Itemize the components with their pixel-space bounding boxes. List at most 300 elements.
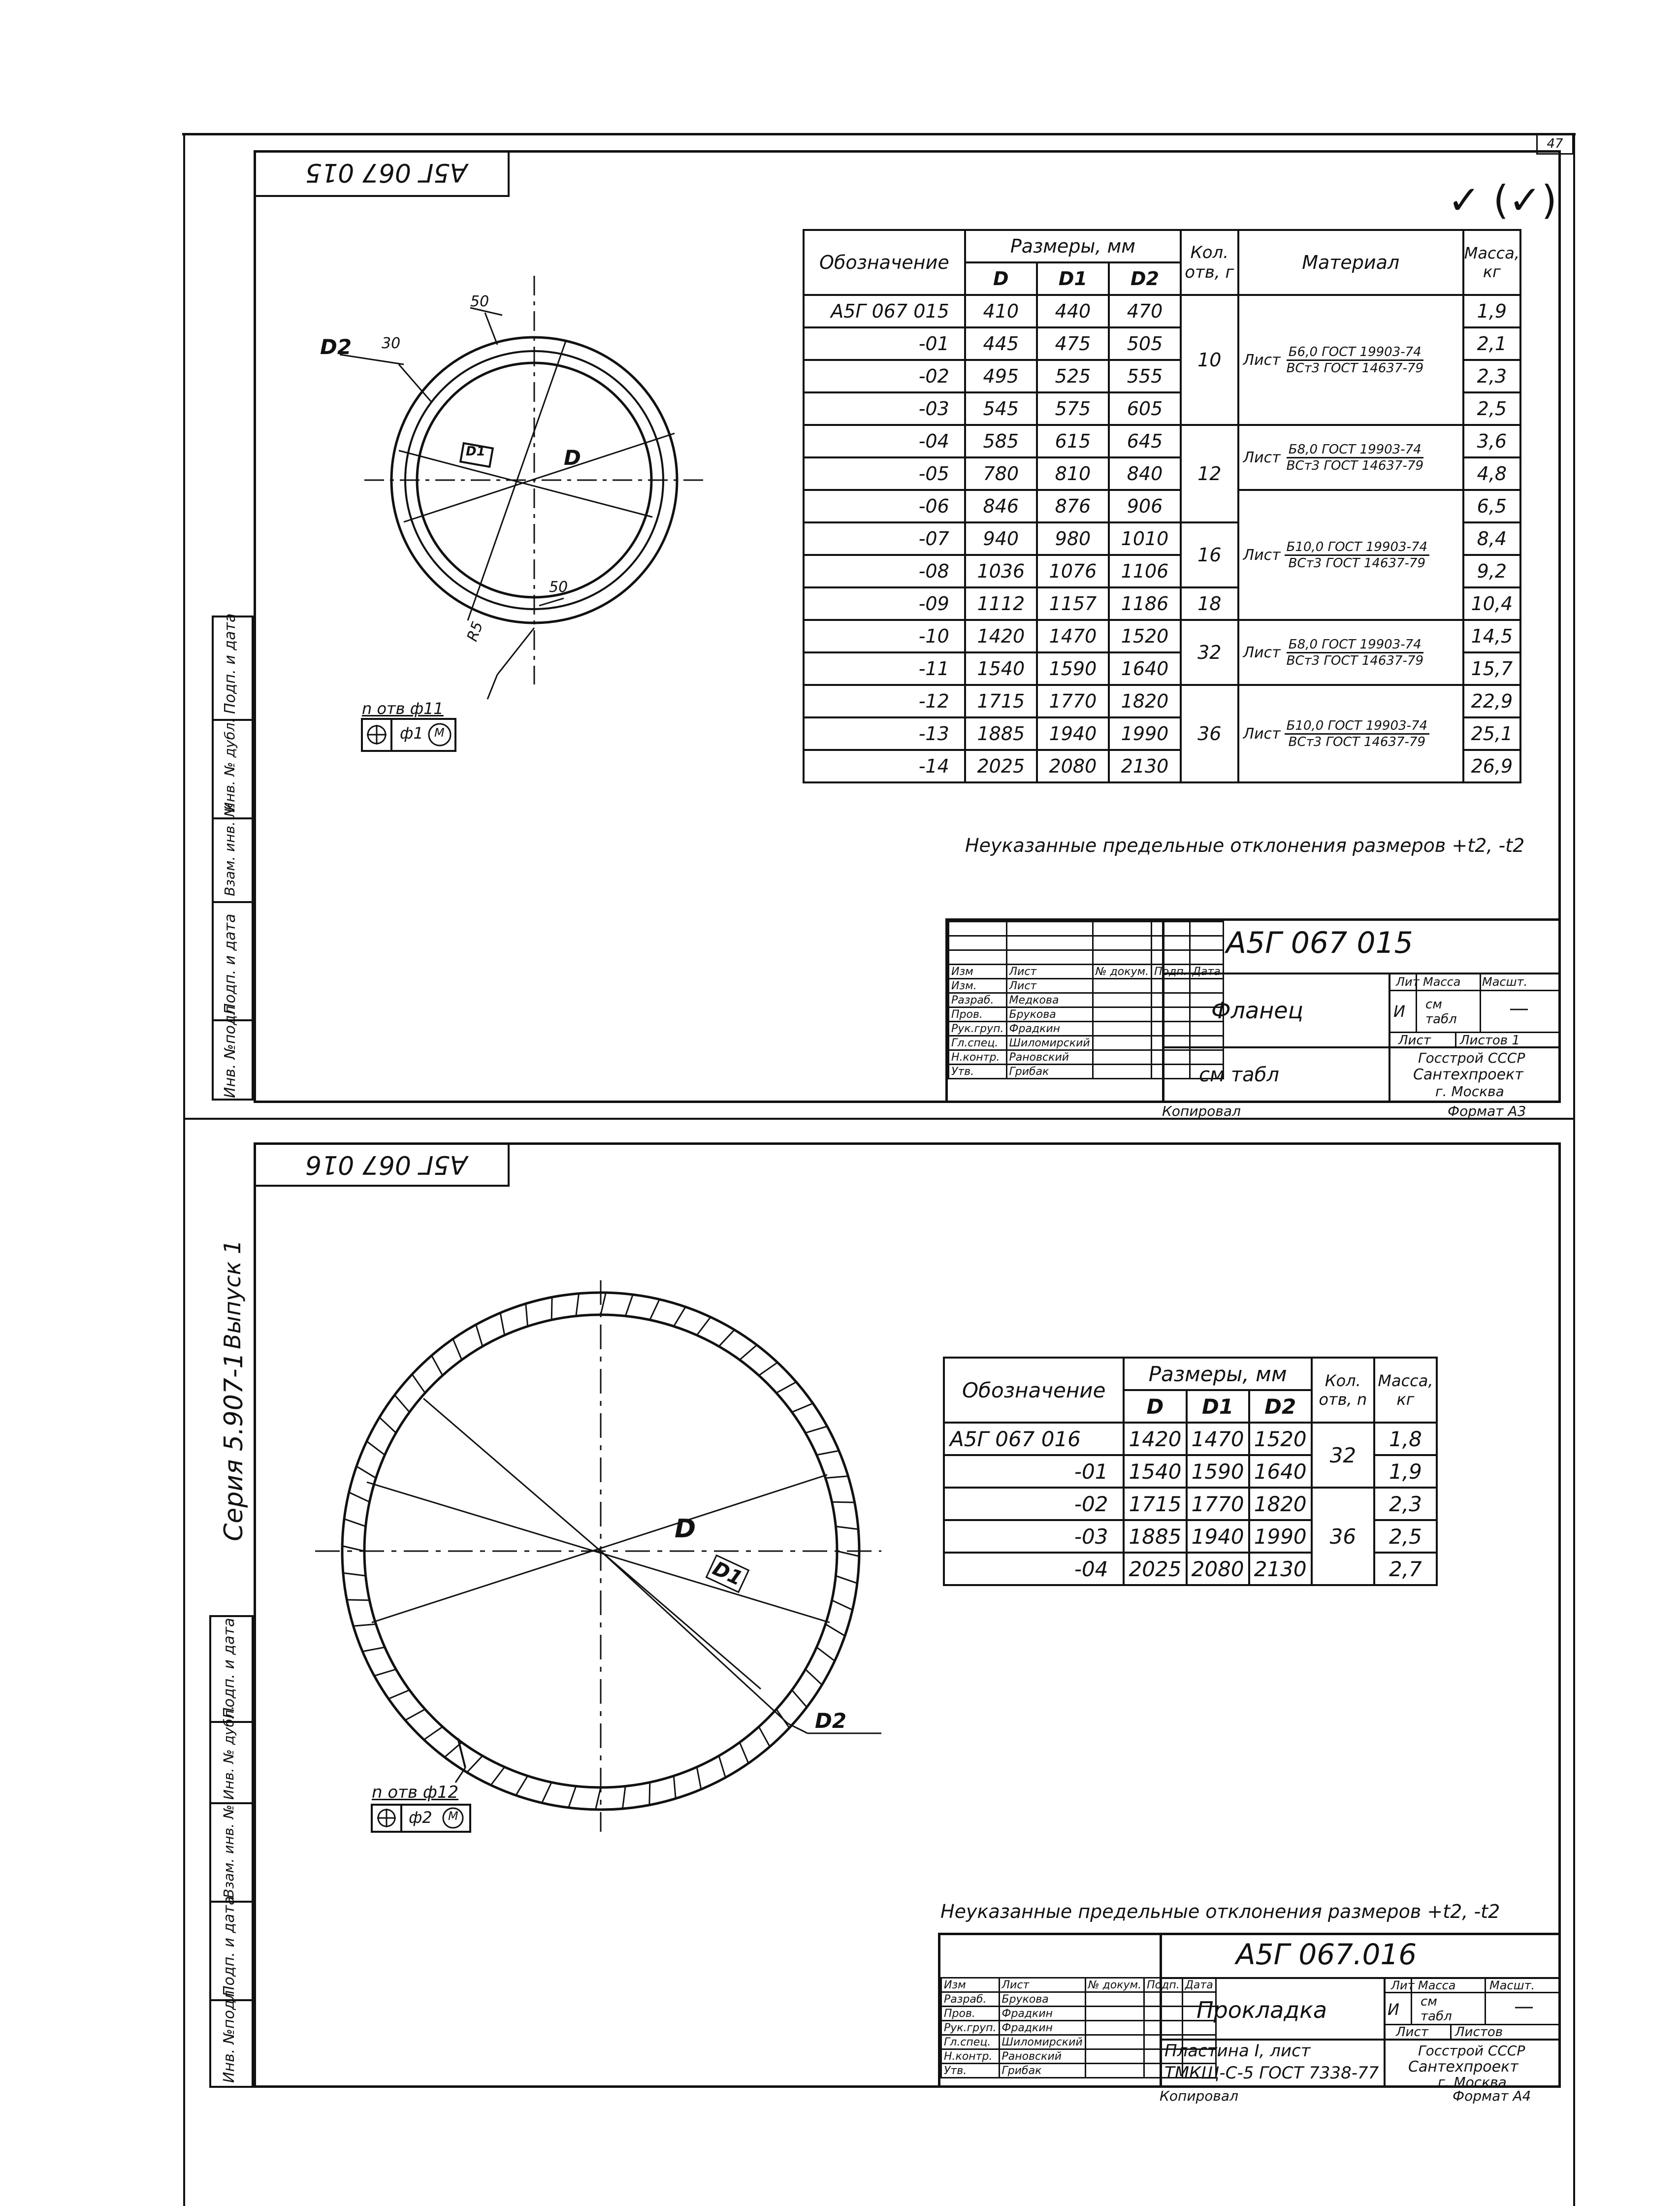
stamp-name: Рановский	[1006, 1050, 1093, 1065]
material-top: Б10,0 ГОСТ 19903-74	[1285, 718, 1429, 735]
stamp-cell	[1190, 936, 1223, 950]
material-bottom: ВСт3 ГОСТ 14637-79	[1286, 653, 1423, 668]
stamp-cell	[1144, 2064, 1183, 2078]
cell-mass: 9,2	[1463, 555, 1520, 587]
stamp-cell	[1006, 936, 1093, 950]
margin-label: Подп. и дата	[222, 613, 239, 714]
th-d2: D2	[1109, 262, 1181, 295]
cell-designation: -02	[804, 360, 965, 392]
stamp-cell	[1093, 1065, 1151, 1079]
material-formula	[1243, 345, 1462, 376]
stamp-name: Грибак	[1006, 1065, 1093, 1079]
tb1-name: Фланец	[1211, 997, 1303, 1024]
stamp-header: Дата	[1182, 1978, 1216, 1992]
right-rule	[1573, 133, 1575, 2206]
tb1-org1: Госстрой СССР	[1418, 1050, 1525, 1066]
stamp-name: Фрадкин	[1006, 1022, 1093, 1036]
stamp-header-row	[949, 965, 1224, 979]
cell-designation: А5Г 067 016	[944, 1423, 1124, 1455]
th-holes: Кол. отв, г	[1181, 230, 1238, 295]
stamp-role: Н.контр.	[949, 1050, 1007, 1065]
cell-d1: 1940	[1187, 1520, 1249, 1553]
stamp-cell	[1182, 2049, 1216, 2064]
material-formula	[1243, 442, 1462, 473]
cell-mass: 2,3	[1374, 1488, 1437, 1520]
sheet-separator	[183, 1118, 1574, 1120]
cell-designation: -03	[944, 1520, 1124, 1553]
stamp-cell	[1085, 2035, 1144, 2049]
stamp-name: Брукова	[999, 1992, 1085, 2007]
stamp-cell	[1093, 922, 1151, 936]
material-fraction	[1285, 540, 1429, 571]
cell-designation: -06	[804, 490, 965, 522]
stamp-row	[949, 1065, 1224, 1079]
sheet2-stamp-table	[940, 1977, 1217, 2078]
cell-designation: -07	[804, 522, 965, 555]
th-d1: D1	[1037, 262, 1109, 295]
th2-holes: Кол. отв, n	[1312, 1358, 1374, 1423]
stamp-cell	[949, 936, 1007, 950]
stamp-row	[949, 1050, 1224, 1065]
margin-label: Инв. №подл	[221, 1990, 238, 2083]
margin-divider	[209, 1802, 254, 1804]
stamp-cell	[1190, 950, 1223, 965]
cell-d: 846	[965, 490, 1037, 522]
stamp-header: Лист	[1006, 965, 1093, 979]
cell-d2: 1010	[1109, 522, 1181, 555]
tb2-sheet: Лист	[1396, 2025, 1428, 2040]
stamp-cell	[1093, 1036, 1151, 1050]
cell-d2: 505	[1109, 327, 1181, 360]
margin-label: Подп. и дата	[221, 1618, 238, 1719]
tb1-vline	[1389, 973, 1390, 1103]
material-prefix: Лист	[1243, 644, 1281, 661]
stamp-role: Изм.	[949, 979, 1007, 993]
stamp-cell	[1152, 1050, 1190, 1065]
stamp-row	[941, 2049, 1216, 2064]
stamp-header: Лист	[999, 1978, 1085, 1992]
stamp-cell	[949, 950, 1007, 965]
table-row	[944, 1423, 1437, 1455]
margin-label: Взам. инв. №	[222, 802, 238, 896]
cell-designation: -02	[944, 1488, 1124, 1520]
material-fraction	[1285, 442, 1425, 473]
cell-d1: 1470	[1187, 1423, 1249, 1455]
stamp-role: Рук.груп.	[949, 1022, 1007, 1036]
cell-d: 410	[965, 295, 1037, 327]
cell-d1: 615	[1037, 425, 1109, 457]
cell-d2: 1990	[1249, 1520, 1312, 1553]
cell-holes: 10	[1181, 295, 1238, 425]
cell-d2: 1640	[1249, 1455, 1312, 1488]
table-row	[944, 1488, 1437, 1520]
stamp-name: Рановский	[999, 2049, 1085, 2064]
cell-material	[1238, 685, 1463, 782]
stamp-cell	[1085, 2064, 1144, 2078]
cell-d: 495	[965, 360, 1037, 392]
stamp-cell	[1085, 2049, 1144, 2064]
cell-mass: 8,4	[1463, 522, 1520, 555]
tb1-lit-val: И	[1393, 1002, 1405, 1021]
stamp-cell	[1085, 1992, 1144, 2007]
cell-mass: 1,9	[1463, 295, 1520, 327]
tb2-mass-h: Масса	[1418, 1979, 1456, 1992]
cell-d1: 1470	[1037, 620, 1109, 652]
cell-d1: 1157	[1037, 587, 1109, 620]
stamp-cell	[1152, 1022, 1190, 1036]
stamp-cell	[1085, 2021, 1144, 2035]
th2-d: D	[1124, 1390, 1186, 1423]
cell-holes: 16	[1181, 522, 1238, 587]
cell-designation: -04	[804, 425, 965, 457]
tb2-sheets: Листов	[1455, 2025, 1503, 2040]
cell-designation: -08	[804, 555, 965, 587]
series-label: Серия 5.907-1	[219, 1352, 249, 1541]
cell-d2: 906	[1109, 490, 1181, 522]
cell-designation: -09	[804, 587, 965, 620]
stamp-name: Брукова	[1006, 1007, 1093, 1022]
table-row	[804, 425, 1520, 457]
stamp-cell	[1085, 2007, 1144, 2021]
margin-label: Инв. № дубл.	[221, 1705, 237, 1800]
stamp-cell	[1144, 2049, 1183, 2064]
cell-mass: 1,8	[1374, 1423, 1437, 1455]
material-prefix: Лист	[1243, 449, 1281, 466]
margin-label: Подп. и дата	[221, 1896, 238, 1997]
cell-mass: 25,1	[1463, 717, 1520, 750]
stamp-cell	[1182, 1992, 1216, 2007]
stamp-header: Изм	[949, 965, 1007, 979]
cell-d: 1885	[1124, 1520, 1186, 1553]
sheet2-label-d2: D2	[815, 1709, 847, 1733]
cell-designation: А5Г 067 015	[804, 295, 965, 327]
cell-mass: 2,3	[1463, 360, 1520, 392]
tb1-mass-h: Масса	[1423, 975, 1461, 989]
sheet1-dim-r5: R5	[463, 619, 487, 644]
stamp-header-row	[941, 1978, 1216, 1992]
sheet1-label-d: D	[564, 446, 581, 470]
cell-holes: 32	[1312, 1423, 1374, 1488]
th2-designation: Обозначение	[944, 1358, 1124, 1423]
stamp-cell	[1152, 950, 1190, 965]
material-bottom: ВСт3 ГОСТ 14637-79	[1288, 734, 1425, 749]
cell-mass: 2,1	[1463, 327, 1520, 360]
cell-designation: -10	[804, 620, 965, 652]
stamp-cell	[1093, 1007, 1151, 1022]
stamp-header: Изм	[941, 1978, 1000, 1992]
cell-d: 1540	[1124, 1455, 1186, 1488]
stamp-cell	[1144, 2007, 1183, 2021]
cell-d: 1885	[965, 717, 1037, 750]
tb1-vline	[1455, 1032, 1456, 1046]
sheet2-holes-note: n отв ф12	[372, 1783, 459, 1802]
th-mass: Масса, кг	[1463, 230, 1520, 295]
tb2-scale-h: Масшт.	[1489, 1979, 1535, 1992]
stamp-role: Гл.спец.	[949, 1036, 1007, 1050]
sheet2-tolerance-mod: M	[448, 1809, 458, 1823]
stamp-row	[949, 936, 1224, 950]
table-row	[804, 620, 1520, 652]
sheet2-note: Неуказанные предельные отклонения размеров +t2, -t2	[940, 1901, 1500, 1922]
tb1-sheet: Лист	[1398, 1033, 1431, 1048]
stamp-name: Фрадкин	[999, 2021, 1085, 2035]
cell-mass: 22,9	[1463, 685, 1520, 717]
stamp-cell	[1190, 1036, 1223, 1050]
stamp-name: Лист	[1006, 979, 1093, 993]
stamp-cell	[1006, 922, 1093, 936]
sheet1-tolerance-value: ф1	[400, 724, 423, 743]
cell-d: 1540	[965, 652, 1037, 685]
tb2-name: Прокладка	[1196, 1997, 1327, 2023]
th-d: D	[965, 262, 1037, 295]
cell-d: 1420	[1124, 1423, 1186, 1455]
stamp-row	[941, 2064, 1216, 2078]
stamp-cell	[1190, 1065, 1223, 1079]
th-sizes: Размеры, мм	[965, 230, 1181, 262]
sheet2-sizes-table	[943, 1357, 1438, 1586]
material-top: Б6,0 ГОСТ 19903-74	[1287, 345, 1423, 361]
cell-d2: 1106	[1109, 555, 1181, 587]
cell-material	[1238, 620, 1463, 685]
tb2-scale-val: —	[1514, 1995, 1534, 2018]
stamp-header: № докум.	[1085, 1978, 1144, 1992]
material-prefix: Лист	[1243, 546, 1281, 564]
cell-designation: -14	[804, 750, 965, 782]
material-fraction	[1285, 718, 1429, 749]
stamp-cell	[1093, 979, 1151, 993]
cell-mass: 6,5	[1463, 490, 1520, 522]
cell-d2: 605	[1109, 392, 1181, 425]
tb1-sheets: Листов 1	[1460, 1033, 1520, 1048]
material-formula	[1243, 540, 1462, 571]
stamp-cell	[1093, 993, 1151, 1007]
stamp-header: Подп.	[1144, 1978, 1183, 1992]
stamp-cell	[1190, 1050, 1223, 1065]
cell-d: 585	[965, 425, 1037, 457]
stamp-cell	[1190, 993, 1223, 1007]
material-fraction	[1285, 637, 1425, 668]
tb1-format: Формат А3	[1448, 1103, 1526, 1119]
cell-d: 1112	[965, 587, 1037, 620]
sheet1-holes-note: n отв ф11	[362, 699, 444, 718]
tb2-org3: г. Москва	[1438, 2074, 1507, 2090]
cell-d2: 2130	[1109, 750, 1181, 782]
stamp-header: № докум.	[1093, 965, 1151, 979]
sheet1-sizes-table	[803, 229, 1521, 783]
cell-d1: 575	[1037, 392, 1109, 425]
stamp-cell	[1190, 922, 1223, 936]
sheet1-note: Неуказанные предельные отклонения размеров +t2, -t2	[965, 835, 1525, 856]
tb1-scale-h: Масшт.	[1482, 975, 1528, 989]
cell-d1: 810	[1037, 457, 1109, 490]
sheet2-tolerance-value: ф2	[409, 1808, 432, 1827]
cell-d1: 1590	[1187, 1455, 1249, 1488]
stamp-cell	[1093, 1050, 1151, 1065]
tb2-material-line2: ТМКЩ-С-5 ГОСТ 7338-77	[1164, 2063, 1379, 2083]
margin-label: Инв. № дубл.	[222, 718, 238, 812]
cell-holes: 18	[1181, 587, 1238, 620]
stamp-cell	[1152, 993, 1190, 1007]
stamp-cell	[1152, 936, 1190, 950]
stamp-cell	[1152, 1007, 1190, 1022]
cell-d1: 876	[1037, 490, 1109, 522]
cell-d2: 1520	[1249, 1423, 1312, 1455]
th-designation: Обозначение	[804, 230, 965, 295]
stamp-name: Шиломирский	[999, 2035, 1085, 2049]
top-rule	[182, 133, 1576, 135]
cell-d1: 1590	[1037, 652, 1109, 685]
tb1-mass-val: см табл	[1425, 997, 1457, 1027]
cell-d1: 1770	[1187, 1488, 1249, 1520]
cell-d: 1715	[1124, 1488, 1186, 1520]
cell-d1: 525	[1037, 360, 1109, 392]
stamp-row	[949, 979, 1224, 993]
cell-mass: 1,9	[1374, 1455, 1437, 1488]
tb1-lit: Лит	[1396, 975, 1420, 989]
tb1-org3: г. Москва	[1435, 1083, 1504, 1100]
th2-mass: Масса, кг	[1374, 1358, 1437, 1423]
stamp-cell	[1006, 950, 1093, 965]
stamp-cell	[1182, 2021, 1216, 2035]
sheet1-corner-code: А5Г 067 015	[305, 158, 468, 187]
material-prefix: Лист	[1243, 351, 1281, 369]
sheet1-dim-30: 30	[382, 335, 401, 352]
tb1-code: А5Г 067 015	[1226, 926, 1413, 960]
cell-holes: 36	[1312, 1488, 1374, 1585]
material-fraction	[1285, 345, 1425, 376]
sheet1-tolerance-mod: M	[434, 726, 445, 740]
stamp-role: Рук.груп.	[941, 2021, 1000, 2035]
cell-mass: 2,5	[1463, 392, 1520, 425]
tb2-org2: Сантехпроект	[1408, 2058, 1518, 2076]
stamp-name: Медкова	[1006, 993, 1093, 1007]
tb1-scale-val: —	[1509, 997, 1529, 1020]
sheet2-corner-code: А5Г 067 016	[305, 1150, 468, 1179]
cell-material	[1238, 295, 1463, 425]
left-rule	[183, 133, 185, 2206]
cell-d: 1036	[965, 555, 1037, 587]
cell-material	[1238, 490, 1463, 620]
margin-label: Взам. инв. №	[221, 1804, 237, 1898]
issue-label: Выпуск 1	[219, 1239, 246, 1349]
cell-d: 780	[965, 457, 1037, 490]
page-number: 47	[1536, 134, 1574, 155]
tb2-vline	[1485, 1977, 1486, 2024]
tb2-mass-val: см табл	[1421, 1994, 1452, 2024]
cell-designation: -01	[804, 327, 965, 360]
tb1-copied: Копировал	[1162, 1103, 1241, 1119]
margin-divider	[212, 901, 254, 903]
stamp-cell	[1190, 1022, 1223, 1036]
material-bottom: ВСт3 ГОСТ 14637-79	[1286, 360, 1423, 376]
cell-d1: 980	[1037, 522, 1109, 555]
material-formula	[1243, 718, 1462, 749]
cell-mass: 2,7	[1374, 1553, 1437, 1585]
tb1-material: см табл	[1199, 1064, 1279, 1086]
cell-d2: 1990	[1109, 717, 1181, 750]
check-mark: ✓ (✓)	[1448, 177, 1557, 223]
stamp-row	[949, 922, 1224, 936]
table-row	[804, 295, 1520, 327]
cell-d2: 555	[1109, 360, 1181, 392]
stamp-row	[949, 1007, 1224, 1022]
sheet1-label-d1: D1	[466, 444, 485, 459]
stamp-cell	[1152, 979, 1190, 993]
tb2-lit: Лит	[1391, 1979, 1415, 1992]
stamp-cell	[1144, 2035, 1183, 2049]
tb2-vline	[1450, 2024, 1452, 2039]
stamp-row	[949, 950, 1224, 965]
stamp-cell	[1093, 950, 1151, 965]
stamp-cell	[1182, 2035, 1216, 2049]
cell-designation: -01	[944, 1455, 1124, 1488]
cell-d1: 2080	[1187, 1553, 1249, 1585]
stamp-role: Н.контр.	[941, 2049, 1000, 2064]
stamp-name: Фрадкин	[999, 2007, 1085, 2021]
stamp-role: Разраб.	[949, 993, 1007, 1007]
margin-label: Подп. и дата	[222, 913, 239, 1014]
stamp-name: Грибак	[999, 2064, 1085, 2078]
stamp-row	[949, 1022, 1224, 1036]
material-bottom: ВСт3 ГОСТ 14637-79	[1286, 458, 1423, 473]
tb2-format: Формат А4	[1453, 2088, 1531, 2104]
cell-d2: 840	[1109, 457, 1181, 490]
tb1-org2: Сантехпроект	[1413, 1066, 1523, 1083]
cell-mass: 10,4	[1463, 587, 1520, 620]
sheet2-label-d: D	[675, 1514, 696, 1544]
stamp-cell	[1190, 1007, 1223, 1022]
stamp-cell	[1144, 2021, 1183, 2035]
cell-d: 545	[965, 392, 1037, 425]
th-material: Материал	[1238, 230, 1463, 295]
cell-mass: 14,5	[1463, 620, 1520, 652]
cell-d2: 1820	[1249, 1488, 1312, 1520]
cell-holes: 12	[1181, 425, 1238, 522]
stamp-role: Утв.	[949, 1065, 1007, 1079]
cell-d1: 1076	[1037, 555, 1109, 587]
table-row	[804, 685, 1520, 717]
cell-d1: 1940	[1037, 717, 1109, 750]
tb2-copied: Копировал	[1160, 2088, 1238, 2104]
cell-d2: 1820	[1109, 685, 1181, 717]
stamp-row	[941, 2035, 1216, 2049]
stamp-cell	[1093, 936, 1151, 950]
stamp-cell	[1144, 1992, 1183, 2007]
sheet1-stamp-table	[948, 921, 1224, 1079]
cell-holes: 36	[1181, 685, 1238, 782]
stamp-row	[949, 1036, 1224, 1050]
tb2-vline	[1384, 1977, 1386, 2088]
cell-d: 2025	[965, 750, 1037, 782]
cell-d2: 470	[1109, 295, 1181, 327]
tb1-hline	[1389, 990, 1561, 991]
cell-designation: -11	[804, 652, 965, 685]
cell-d1: 475	[1037, 327, 1109, 360]
material-formula	[1243, 637, 1462, 668]
stamp-header: Подп.	[1152, 965, 1190, 979]
tb2-code: А5Г 067.016	[1236, 1938, 1417, 1971]
th2-d1: D1	[1187, 1390, 1249, 1423]
margin-label: Инв. №подл	[222, 1006, 239, 1098]
cell-d2: 1520	[1109, 620, 1181, 652]
stamp-role: Пров.	[949, 1007, 1007, 1022]
stamp-role: Утв.	[941, 2064, 1000, 2078]
cell-designation: -04	[944, 1553, 1124, 1585]
cell-d: 940	[965, 522, 1037, 555]
cell-mass: 4,8	[1463, 457, 1520, 490]
table-row	[804, 490, 1520, 522]
cell-designation: -12	[804, 685, 965, 717]
